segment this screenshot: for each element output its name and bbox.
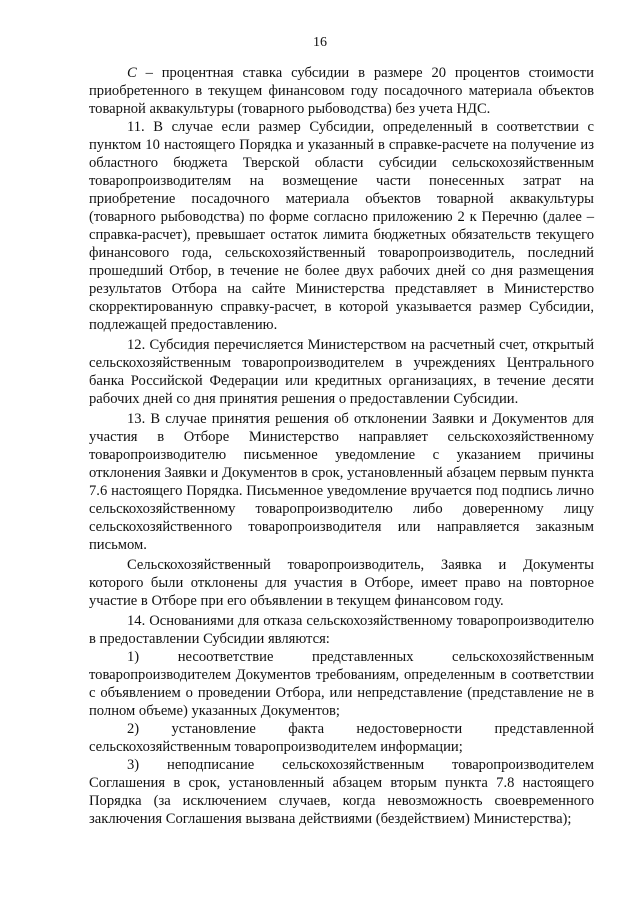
formula-variable: С — [127, 65, 137, 81]
paragraph-reason-1: 1) несоответствие представленных сельскохозяйственным товаропроизводителем Документов требованиям, определенным в соответствии с объявлением о проведении Отбора, или непредставление (представление не в полном объеме) указанных Документов; — [89, 649, 594, 719]
paragraph-clause-13: 13. В случае принятия решения об отклонении Заявки и Документов для участия в Отборе Министерство направляет сельскохозяйственному товаропроизводителю письменное уведомление с указанием причины отклонения Заявки и Документов в срок, установленный абзацем первым пункта 7.6 настоящего Порядка. Письменное уведомление вручается под подпись лично сельскохозяйственному товаропроизводителю либо доверенному лицу сельскохозяйственного товаропроизводителя или направляется заказным письмом. — [89, 411, 594, 553]
paragraph-text: – процентная ставка субсидии в размере 20 процентов стоимости приобретенного в текущем финансовом году посадочного материала объектов товарной аквакультуры (товарного рыбоводства) без учета НДС. — [89, 65, 594, 117]
paragraph-clause-12: 12. Субсидия перечисляется Министерством на расчетный счет, открытый сельскохозяйственным товаропроизводителем в учреждениях Центрального банка Российской Федерации или кредитных организациях, в течение десяти рабочих дней со дня принятия решения о предоставлении Субсидии. — [89, 337, 594, 407]
page-number: 16 — [313, 35, 327, 50]
paragraph-reason-3: 3) неподписание сельскохозяйственным товаропроизводителем Соглашения в срок, установленный абзацем вторым пункта 7.8 настоящего Порядка (за исключением случаев, когда невозможность своевременного заключения Соглашения вызвана действиями (бездействием) Министерства); — [89, 757, 594, 827]
paragraph-clause-14: 14. Основаниями для отказа сельскохозяйственному товаропроизводителю в предоставлении Субсидии являются: — [89, 613, 594, 647]
paragraph-rate-definition — [89, 64, 594, 118]
document-body — [89, 64, 594, 828]
paragraph-clause-11: 11. В случае если размер Субсидии, определенный в соответствии с пунктом 10 настоящего Порядка и указанный в справке-расчете на получение из областного бюджета Тверской области субсидии сельскохозяйственным товаропроизводителям на возмещение части понесенных затрат на приобретение посадочного материала объектов товарной аквакультуры (товарного рыбоводства) по форме согласно приложению 2 к Перечню (далее – справка-расчет), превышает остаток лимита бюджетных обязательств текущего финансового года, сельскохозяйственный товаропроизводитель, последний прошедший Отбор, в течение не более двух рабочих дней со дня размещения результатов Отбора на сайте Министерства представляет в Министерство скорректированную справку-расчет, в которой указывается размер Субсидии, подлежащей предоставлению. — [89, 119, 594, 333]
paragraph-reapply-right: Сельскохозяйственный товаропроизводитель, Заявка и Документы которого были отклонены для участия в Отборе, имеет право на повторное участие в Отборе при его объявлении в текущем финансовом году. — [89, 557, 594, 609]
paragraph-reason-2: 2) установление факта недостоверности представленной сельскохозяйственным товаропроизводителем информации; — [89, 721, 594, 755]
